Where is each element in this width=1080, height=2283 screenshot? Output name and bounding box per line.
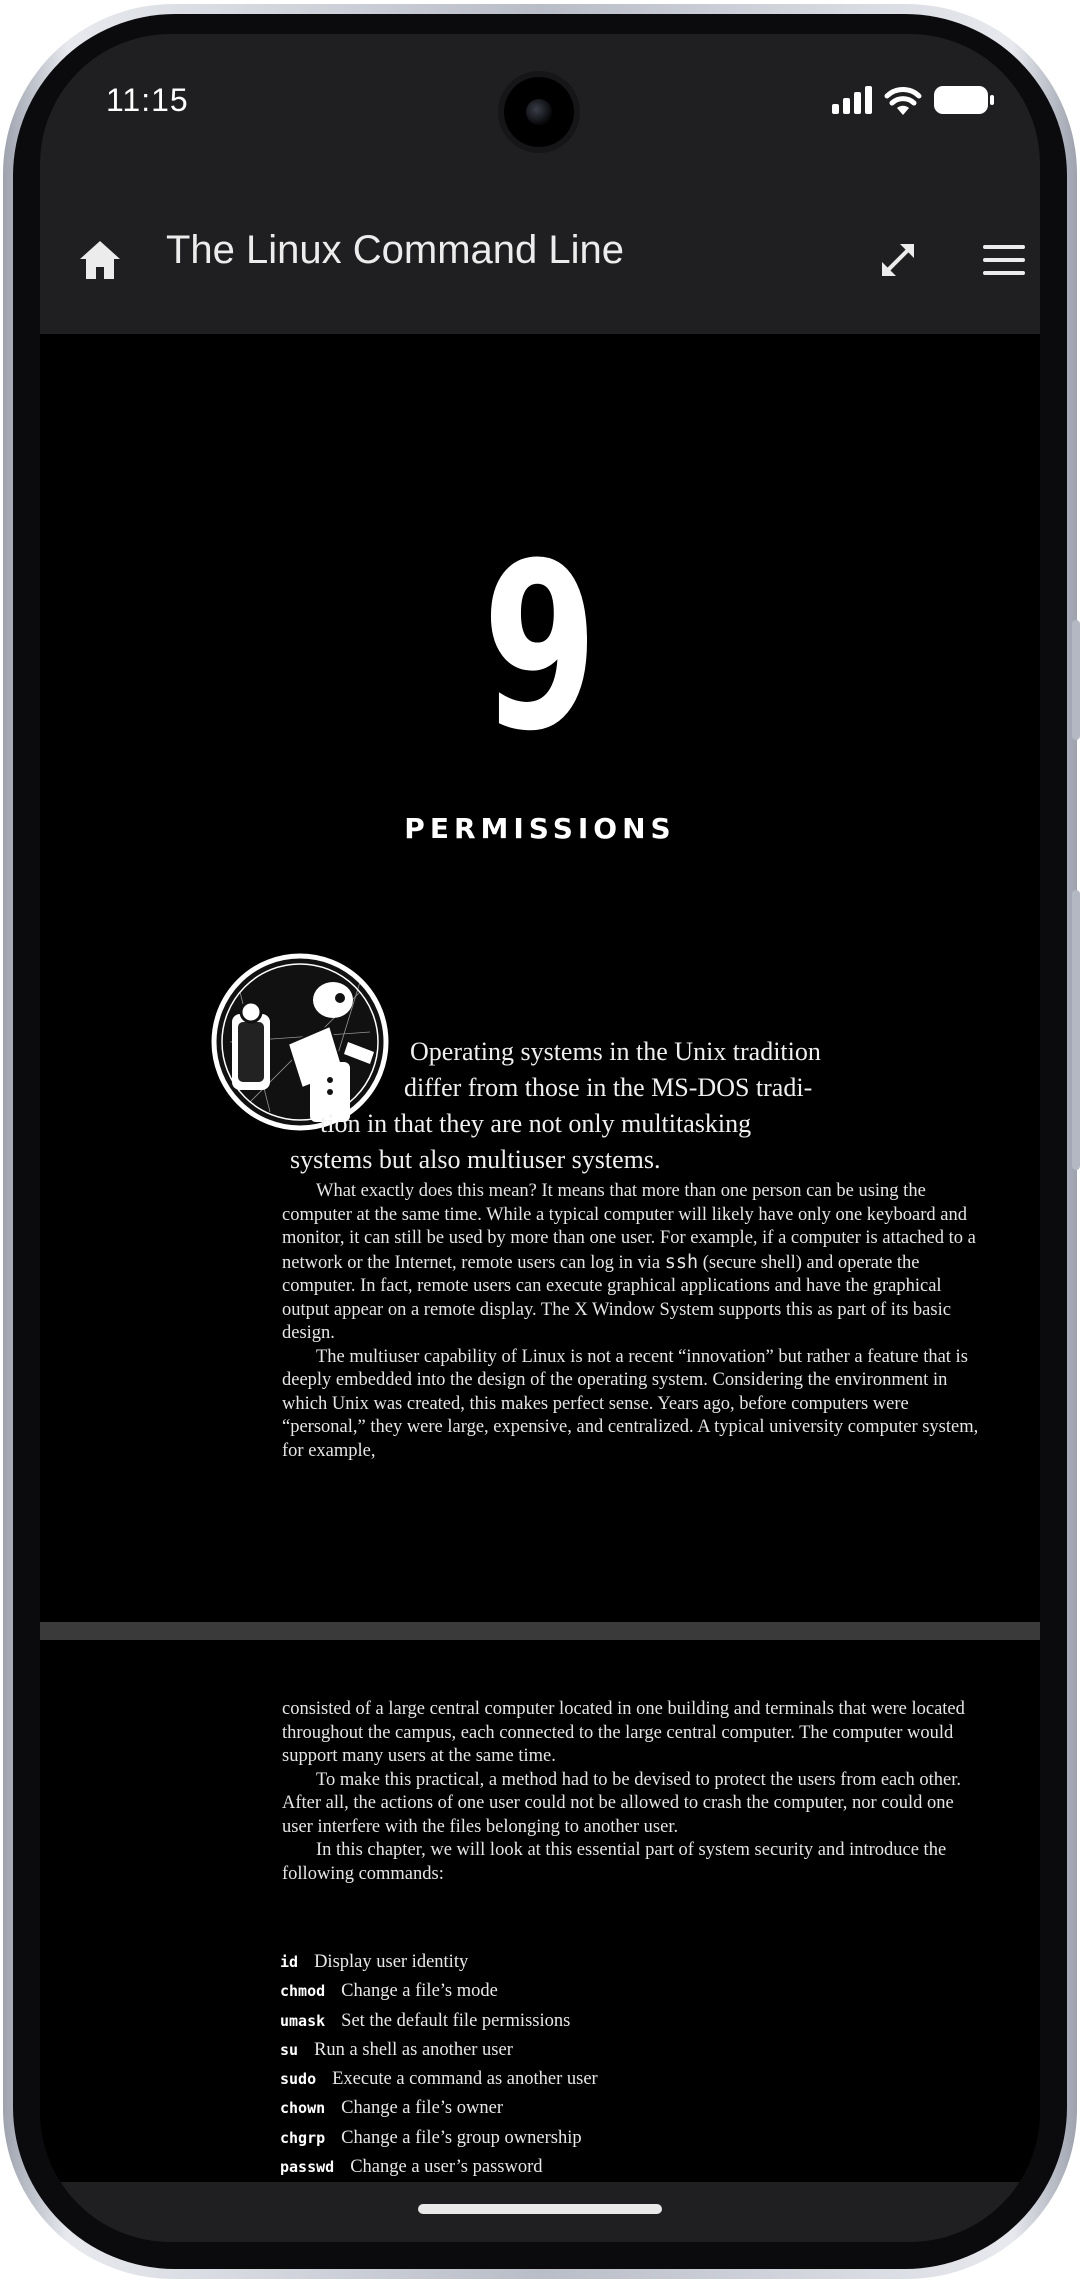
command-description: Change a file’s owner: [341, 2098, 503, 2119]
command-item: [280, 1977, 980, 2006]
command-description: Set the default file permissions: [341, 2010, 571, 2031]
status-bar: [40, 34, 1040, 184]
command-item: [280, 2094, 980, 2123]
home-icon: [78, 239, 122, 281]
command-list: [280, 1948, 980, 2182]
expand-icon: [878, 240, 918, 280]
command-description: Execute a command as another user: [332, 2069, 598, 2090]
paragraph: [282, 1180, 980, 1346]
command-item: [280, 2153, 980, 2182]
front-camera: [504, 77, 574, 147]
status-time: 11:15: [106, 82, 189, 118]
command-name: passwd: [280, 2158, 335, 2177]
command-item: [280, 2065, 980, 2094]
command-name: umask: [280, 2011, 326, 2030]
command-item: [280, 2036, 980, 2065]
command-name: chgrp: [280, 2128, 326, 2147]
lead-line: Operating systems in the Unix tradition: [410, 1037, 821, 1066]
home-button[interactable]: [72, 232, 128, 288]
signal-icon: [832, 86, 872, 114]
paragraph: In this chapter, we will look at this essential part of system security and introduce the following commands:: [282, 1840, 947, 1884]
paragraph-text: What exactly does this mean? It means that more than one person can be using the computer at the same time. While a typical computer will likely have only one keyboard and monitor, it can still be used by more than one user. For example, if a computer is attached to a network or the Internet, remote users can log in via: [282, 1181, 976, 1273]
menu-button[interactable]: [976, 232, 1032, 288]
lead-line: systems but also multiuser systems.: [290, 1145, 661, 1174]
command-description: Change a file’s group ownership: [341, 2127, 582, 2148]
command-item: [280, 1948, 980, 1977]
command-name: sudo: [280, 2070, 317, 2089]
lead-line: differ from those in the MS-DOS tradi-: [404, 1073, 813, 1102]
status-icons: [832, 84, 994, 116]
home-indicator[interactable]: [418, 2204, 662, 2214]
hamburger-menu-icon: [983, 244, 1025, 276]
command-description: Display user identity: [314, 1952, 469, 1972]
command-description: Change a user’s password: [350, 2157, 543, 2178]
command-description: Change a file’s mode: [341, 1981, 498, 2002]
page-divider: [40, 1622, 1040, 1640]
command-name: chmod: [280, 1982, 326, 2001]
screen: [40, 34, 1040, 2242]
command-item: [280, 2124, 980, 2153]
book-page-1[interactable]: [40, 334, 1040, 1622]
page2-body: [282, 1698, 980, 1886]
command-name: chown: [280, 2099, 326, 2118]
command-description: Run a shell as another user: [314, 2039, 513, 2060]
page1-body: [282, 1180, 980, 1463]
command-item: [280, 2007, 980, 2036]
app-title: The Linux Command Line: [166, 228, 625, 272]
volume-down-button: [1072, 890, 1080, 1170]
wifi-icon: [884, 85, 922, 115]
book-page-2[interactable]: [40, 1640, 1040, 2178]
app-bar: [40, 184, 1040, 334]
paragraph: The multiuser capability of Linux is not a recent “innovation” but rather a feature that is deeply embedded into the design of the operating system. Considering the environment in which Unix was created, this makes perfect sense. Years ago, before computers were “personal,” they were large, expensive, and centralized. A typical university computer system, for example,: [282, 1346, 979, 1461]
command-name: id: [280, 1953, 299, 1971]
chapter-title: PERMISSIONS: [404, 812, 676, 845]
paragraph-text: (secure shell) and operate the computer. In fact, remote users can execute graphical applications and have the graphical output appear on a remote display. The X Window System supports this as part of its basic design.: [282, 1252, 951, 1343]
command-name: su: [280, 2040, 299, 2059]
chapter-number: 9: [482, 515, 598, 782]
battery-icon: [934, 84, 994, 116]
volume-up-button: [1072, 620, 1080, 740]
chapter-lead-paragraph: [290, 1034, 990, 1178]
inline-code: ssh: [664, 1251, 699, 1273]
paragraph: consisted of a large central computer located in one building and terminals that were located throughout the campus, each connected to the large central computer. The computer would support many users at the same time.: [282, 1699, 965, 1766]
lead-line: tion in that they are not only multitasking: [320, 1109, 752, 1138]
fullscreen-button[interactable]: [870, 232, 926, 288]
paragraph: To make this practical, a method had to be devised to protect the users from each other. After all, the actions of one user could not be allowed to crash the computer, nor could one user interfere with the files belonging to another user.: [282, 1769, 961, 1837]
